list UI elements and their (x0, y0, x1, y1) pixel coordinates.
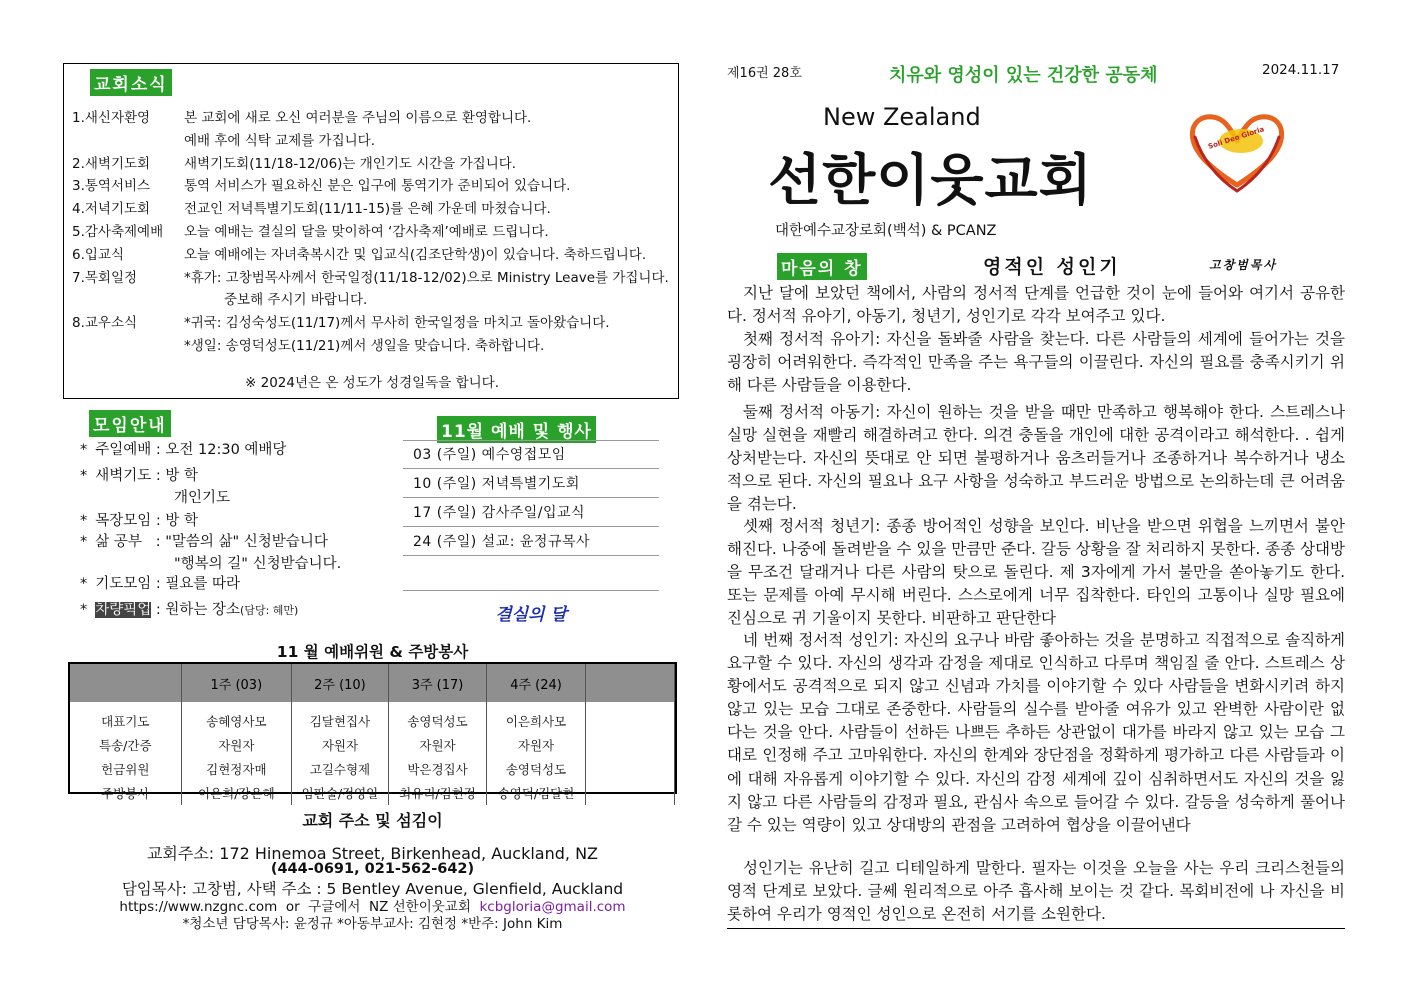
worship-table (70, 664, 675, 805)
worship-cell: 이은희/장은혜 (181, 781, 292, 805)
worship-title: 11 월 예배위원 & 주방봉사 (276, 643, 469, 661)
news-item-label: 5.감사축제예배 (72, 224, 164, 240)
event-item: 24 (주일) 설교: 윤정규목사 (403, 528, 659, 556)
meeting-item (80, 573, 240, 595)
meeting-item (80, 510, 198, 532)
church-news-footer: ※ 2024년은 온 성도가 성경일독을 합니다. (245, 375, 499, 391)
meeting-item (80, 465, 198, 487)
worship-header-cell: 3주 (17) (388, 664, 487, 702)
meeting-item-highlight: 차량픽업 (95, 602, 152, 618)
worship-header-cell (585, 664, 674, 702)
event-item: 17 (주일) 감사주일/입교식 (403, 499, 659, 527)
column-paragraph: 성인기는 유난히 길고 디테일하게 말한다. 필자는 이것을 오늘을 사는 우리 크리스천들의 영적 단계로 보았다. 글쎄 원리적으로 아주 흡사해 보이는 것 같다. 목회비전에 나 자신을 비롯하여 우리가 영적인 성인으로 온전히 서기를 소원한다. (727, 859, 1345, 924)
news-item-text: 오늘 예배에는 자녀축복시간 및 입교식(김조단학생)이 있습니다. 축하드립니다. (184, 246, 647, 263)
church-name: 선한이웃교회 (768, 148, 1093, 212)
denomination: 대한예수교장로회(백석) & PCANZ (775, 223, 997, 239)
church-news-heading: 교회소식 (90, 69, 172, 96)
news-item (72, 221, 549, 243)
worship-cell: 김현정자매 (181, 757, 292, 781)
address-title: 교회 주소 및 섬김이 (302, 811, 443, 830)
bulletin-date: 2024.11.17 (1262, 62, 1340, 78)
events-bottom-rule (403, 590, 659, 591)
news-item (72, 130, 375, 152)
bullet-star-icon: * (80, 513, 88, 529)
meeting-item-text: 주일예배 : 오전 12:30 예배당 (95, 442, 287, 458)
news-item-text: 전교인 저녁특별기도회(11/11-15)를 은혜 가운데 마쳤습니다. (184, 201, 551, 218)
news-item-text: *귀국: 김성숙성도(11/17)께서 무사히 한국일정을 마치고 돌아왔습니다. (184, 315, 610, 332)
address-web-text: https://www.nzgnc.com or 구글에서 NZ 선한이웃교회 (119, 899, 480, 915)
worship-header-cell (70, 664, 181, 702)
volume-number: 제16권 28호 (727, 66, 802, 81)
address-staff: *청소년 담당목사: 윤정규 *아동부교사: 김현정 *반주: John Kim (182, 916, 563, 932)
country-label: New Zealand (823, 103, 981, 131)
meeting-item-text: 새벽기도 : 방 학 (95, 468, 199, 484)
worship-cell: 고길수형제 (292, 757, 389, 781)
worship-cell: 송영덕/김달현 (487, 781, 586, 805)
news-item (72, 107, 531, 129)
bullet-star-icon: * (80, 534, 88, 550)
masthead-motto: 치유와 영성이 있는 건강한 공동체 (889, 65, 1158, 86)
meeting-item-note: (담당: 혜만) (240, 604, 299, 617)
column-paragraph: 둘째 정서적 아동기: 자신이 원하는 것을 받을 때만 만족하고 행복해야 한다. 스트레스나 실망 실현을 재빨리 해결하려고 한다. 의견 충돌을 개인에 대한 공격이라고 해석한다. . 쉽게 상처받는다. 자신의 뜻대로 안 되면 불평하거나 움츠러들거나 조종하거나 복수하거나 냉소적으로 된다. 자신의 필요나 요구 사항을 성숙하고 부드러운 방법으로 논의하는데 큰 어려움을 겪는다. (727, 403, 1345, 514)
worship-row (70, 757, 675, 781)
worship-cell-blank (585, 781, 674, 805)
worship-header-cell: 2주 (10) (292, 664, 389, 702)
news-item (72, 244, 646, 266)
meeting-item-extra: "행복의 길" 신청받습니다. (174, 556, 342, 572)
worship-cell: 자원자 (292, 733, 389, 757)
news-item (72, 175, 570, 197)
bullet-star-icon: * (80, 468, 88, 484)
meeting-item (80, 531, 328, 553)
worship-cell: 송영덕성도 (388, 702, 487, 733)
meeting-item-text: 목장모임 : 방 학 (95, 513, 199, 529)
worship-cell: 박은경집사 (388, 757, 487, 781)
worship-row (70, 733, 675, 757)
worship-cell-blank (585, 702, 674, 733)
worship-cell: 자원자 (487, 733, 586, 757)
news-item (72, 312, 610, 334)
worship-cell: 주방봉사 (70, 781, 181, 805)
church-logo (1185, 107, 1289, 197)
news-item-label: 3.통역서비스 (72, 178, 151, 195)
column-paragraph: 첫째 정서적 유아기: 자신을 돌봐줄 사람을 찾는다. 다른 사람들의 세계에 들어가는 것을 굉장히 어려워한다. 즉각적인 만족을 주는 욕구들의 이끌린다. 자신의 필요를 충족시키기 위해 다른 사람들을 이용한다. (727, 330, 1345, 395)
meeting-item-extra: 개인기도 (174, 490, 231, 506)
meeting-item (80, 439, 286, 461)
address-phone: (444-0691, 021-562-642) (270, 861, 475, 877)
meeting-item-text: 삶 공부 : "말씀의 삶" 신청받습니다 (95, 534, 328, 550)
news-item-label: 4.저녁기도회 (72, 201, 151, 218)
bullet-star-icon: * (80, 602, 88, 618)
worship-row (70, 781, 675, 805)
worship-cell: 헌금위원 (70, 757, 181, 781)
worship-cell: 대표기도 (70, 702, 181, 733)
news-item (72, 335, 544, 357)
worship-cell: 자원자 (181, 733, 292, 757)
column-paragraph: 네 번째 정서적 성인기: 자신의 요구나 바람 좋아하는 것을 분명하고 직접적으로 솔직하게 요구할 수 있다. 자신의 생각과 감정을 제대로 인식하고 다루며 책임질 줄 안다. 스트레스 상황에서도 공격적으로 되지 않고 신념과 가치를 이야기할 수 있다 사람들을 변화시키려 하지 않고 있는 모습 그대로 존중한다. 사람들의 실수를 받아줄 여유가 있고 완벽한 사람이란 없다는 것을 안다. 사람들이 선하든 나쁘든 추하든 상관없이 대가를 바라지 않고 있는 모습 그대로 인정해 주고 고마워한다. 자신의 한계와 장단점을 정확하게 평가하고 다른 사람들과 이에 대해 자유롭게 이야기할 수 있다. 자신의 감정 세계에 깊이 심취하면서도 자신의 것을 잃지 않고 다른 사람들의 감정과 필요, 관심사 속으로 들어갈 수 있다. 갈등을 성숙하게 풀어나갈 수 있는 역량이 있고 상대방의 관점을 고려하여 협상을 이끌어낸다 (727, 631, 1345, 834)
meeting-item-text: : 원하는 장소 (151, 602, 241, 618)
news-item-label: 6.입교식 (72, 246, 125, 263)
worship-cell: 송혜영사모 (181, 702, 292, 733)
news-item (72, 153, 516, 175)
column-author: 고창범목사 (1209, 258, 1277, 272)
news-item-text: 통역 서비스가 필요하신 분은 입구에 통역기가 준비되어 있습니다. (184, 178, 571, 195)
worship-cell: 자원자 (388, 733, 487, 757)
meeting-item-text: 기도모임 : 필요를 따라 (95, 576, 241, 592)
column-paragraph: 지난 달에 보았던 책에서, 사람의 정서적 단계를 언급한 것이 눈에 들어와 여기서 공유한다. 정서적 유아기, 아동기, 청년기, 성인기로 각각 보여주고 있다. (727, 284, 1345, 326)
worship-header-cell: 4주 (24) (487, 664, 586, 702)
address-pastor: 담임목사: 고창범, 사택 주소 : 5 Bentley Avenue, Glenfield, Auckland (121, 880, 624, 898)
column-tag: 마음의 창 (777, 253, 867, 280)
logo-text: Soli Deo Gloria (1207, 125, 1266, 151)
news-item-text: 중보해 주시기 바랍니다. (224, 292, 368, 309)
worship-cell: 송영덕성도 (487, 757, 586, 781)
news-item (72, 289, 367, 311)
news-item (72, 198, 551, 220)
events-heading: 11월 예배 및 행사 (437, 416, 596, 443)
meeting-heading: 모임안내 (89, 410, 171, 437)
column-bottom-rule (727, 928, 1345, 929)
news-item (72, 267, 669, 289)
news-item-text: 오늘 예배는 결실의 달을 맞이하여 ‘감사축제’예배로 드립니다. (184, 224, 549, 240)
bullet-star-icon: * (80, 442, 88, 458)
news-item-label: 2.새벽기도회 (72, 155, 151, 172)
news-item-text: 예배 후에 식탁 교제를 가집니다. (184, 132, 375, 149)
news-item-text: 새벽기도회(11/18-12/06)는 개인기도 시간을 가집니다. (184, 155, 517, 172)
event-item: 03 (주일) 예수영접모임 (403, 441, 659, 469)
heart-hands-logo-icon (1185, 107, 1289, 197)
news-item-label: 1.새신자환영 (72, 110, 151, 126)
worship-cell: 특송/간증 (70, 733, 181, 757)
news-item-text: *휴가: 고창범목사께서 한국일정(11/18-12/02)으로 Ministry Leave를 가집니다. (184, 269, 669, 286)
worship-cell-blank (585, 757, 674, 781)
worship-cell: 최유리/김현정 (388, 781, 487, 805)
event-item: 10 (주일) 저녁특별기도회 (403, 470, 659, 498)
address-line-1: 교회주소: 172 Hinemoa Street, Birkenhead, Auckland, NZ (146, 844, 599, 863)
news-item-text: 본 교회에 새로 오신 여러분을 주님의 이름으로 환영합니다. (184, 110, 532, 126)
worship-cell: 임판술/정영일 (292, 781, 389, 805)
news-item-label: 8.교우소식 (72, 315, 138, 332)
church-news-box (63, 63, 679, 399)
column-paragraph: 셋째 정서적 청년기: 종종 방어적인 성향을 보인다. 비난을 받으면 위협을 느끼면서 불안해진다. 나중에 돌려받을 수 있을 만큼만 준다. 갈등 상황을 잘 처리하지 못한다. 종종 상대방을 무조건 달래거나 다른 사람의 탓으로 돌린다. 제 3자에게 가서 불만을 쏟아놓기도 한다. 또는 문제를 아예 무시해 버린다. 스스로에게 너무 집착한다. 타인의 고통이나 실망 필요에 진심으로 귀 기울이지 못한다. 비판하고 판단한다 (727, 517, 1345, 628)
pastor-email-link[interactable]: kcbgloria@gmail.com (479, 899, 626, 915)
worship-row (70, 702, 675, 733)
worship-header-cell: 1주 (03) (181, 664, 292, 702)
bullet-star-icon: * (80, 576, 88, 592)
news-item-label: 7.목회일정 (72, 269, 138, 286)
news-item-text: *생일: 송영덕성도(11/21)께서 생일을 맞습니다. 축하합니다. (184, 338, 545, 354)
events-motto: 결실의 달 (495, 605, 567, 625)
worship-table-frame (68, 662, 677, 801)
worship-cell: 김달현집사 (292, 702, 389, 733)
worship-cell: 이은희사모 (487, 702, 586, 733)
worship-cell-blank (585, 733, 674, 757)
column-title: 영적인 성인기 (983, 256, 1121, 278)
meeting-item (80, 599, 298, 622)
